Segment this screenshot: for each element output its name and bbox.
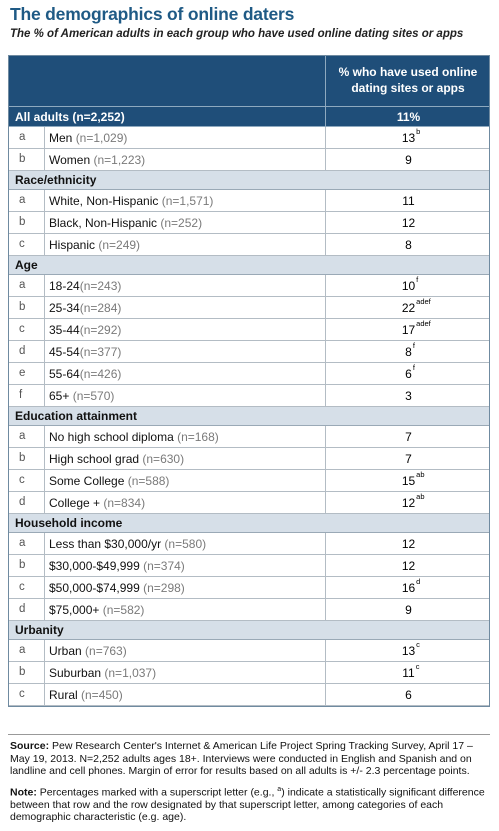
row-label-text: 65+ — [49, 389, 73, 403]
row-value: 8 — [405, 238, 412, 252]
footer-divider — [8, 734, 490, 735]
section-header — [9, 407, 489, 426]
row-label — [49, 345, 121, 359]
section-title: Household income — [15, 516, 123, 530]
table-row — [9, 149, 489, 171]
page-subtitle: The % of American adults in each group who have used online dating sites or apps — [10, 28, 464, 40]
row-value-cell — [325, 684, 491, 705]
section-title: Race/ethnicity — [15, 173, 97, 187]
row-sample-size: (n=284) — [79, 301, 122, 315]
row-sample-size: (n=450) — [81, 688, 123, 702]
significance-superscript: c — [416, 640, 420, 649]
row-label — [49, 279, 121, 293]
row-letter: e — [9, 363, 45, 384]
row-value: 16 — [401, 581, 416, 595]
table-row — [9, 599, 489, 621]
row-value-cell — [325, 149, 491, 170]
row-value-cell — [325, 319, 491, 340]
significance-superscript: d — [416, 577, 421, 586]
table-row — [9, 212, 489, 234]
row-sample-size: (n=252) — [160, 216, 203, 230]
row-sample-size: (n=377) — [79, 345, 122, 359]
section-title: Age — [15, 258, 38, 272]
row-label — [49, 323, 121, 337]
row-value-cell — [325, 212, 491, 233]
page-title: The demographics of online daters — [10, 4, 295, 24]
row-value: 10 — [401, 279, 416, 293]
row-letter: a — [9, 426, 45, 447]
row-label-text: 45-54 — [49, 345, 80, 359]
row-label-text: High school grad — [49, 452, 143, 466]
source-text: Pew Research Center's Internet & American Life Project Spring Tracking Survey, April 17 – May 19, 2013. N=2,252 adults ages 18+. Interviews were conducted in English and Spanish and on landline and cell phones. Margin of error for results based on all adults is +/- 2.3 percentage points. — [10, 740, 473, 777]
row-value: 12 — [401, 537, 416, 551]
table-row — [9, 385, 489, 407]
source-label: Source: — [10, 740, 50, 752]
row-value-cell — [325, 662, 491, 683]
table-row — [9, 275, 489, 297]
row-letter: c — [9, 470, 45, 491]
row-sample-size: (n=426) — [79, 367, 122, 381]
row-letter: d — [9, 492, 45, 513]
table-row — [9, 533, 489, 555]
row-sample-size: (n=588) — [127, 474, 170, 488]
section-header — [9, 621, 489, 640]
table-row — [9, 127, 489, 149]
row-label-text: Black, Non-Hispanic — [49, 216, 161, 230]
row-label-text: Some College — [49, 474, 128, 488]
row-letter: a — [9, 275, 45, 296]
row-value: 6 — [405, 688, 412, 702]
row-label-text: $50,000-$74,999 — [49, 581, 144, 595]
row-value-cell — [325, 385, 491, 406]
row-value: 15 — [401, 474, 416, 488]
row-label — [49, 216, 202, 230]
row-label-text: 55-64 — [49, 367, 80, 381]
row-letter: d — [9, 599, 45, 620]
row-value-cell — [325, 341, 491, 362]
table-row — [9, 341, 489, 363]
table-row — [9, 190, 489, 212]
all-adults-label: All adults (n=2,252) — [15, 110, 125, 124]
row-value-cell — [325, 492, 491, 513]
row-value-cell — [325, 426, 491, 447]
row-label-text: No high school diploma — [49, 430, 178, 444]
source-note — [10, 740, 490, 778]
table-row — [9, 426, 489, 448]
row-sample-size: (n=1,037) — [104, 666, 157, 680]
row-value-cell — [325, 127, 491, 148]
row-letter: f — [9, 385, 45, 406]
row-label — [49, 367, 121, 381]
row-value-cell — [325, 234, 491, 255]
row-label — [49, 559, 185, 573]
row-sample-size: (n=1,571) — [161, 194, 214, 208]
row-letter: b — [9, 662, 45, 683]
row-letter: b — [9, 448, 45, 469]
significance-superscript: f — [412, 363, 415, 372]
section-header — [9, 256, 489, 275]
note-text-1: Percentages marked with a superscript letter (e.g., — [36, 786, 278, 798]
row-value-cell — [325, 275, 491, 296]
row-value: 17 — [401, 323, 416, 337]
row-letter: a — [9, 190, 45, 211]
row-label — [49, 430, 219, 444]
column-header: % who have used online dating sites or apps — [338, 65, 478, 95]
row-value: 3 — [405, 389, 412, 403]
row-letter: b — [9, 297, 45, 318]
table-row — [9, 363, 489, 385]
note-label: Note: — [10, 786, 37, 798]
row-label-text: College + — [49, 496, 104, 510]
table-row — [9, 319, 489, 341]
row-value: 22 — [401, 301, 416, 315]
row-sample-size: (n=834) — [103, 496, 146, 510]
row-value: 7 — [405, 452, 412, 466]
row-value: 11 — [402, 666, 415, 680]
note-sup: a — [277, 785, 282, 793]
table-row — [9, 577, 489, 599]
row-label-text: 35-44 — [49, 323, 80, 337]
table-row — [9, 470, 489, 492]
row-label — [49, 238, 140, 252]
row-letter: c — [9, 577, 45, 598]
row-label — [49, 194, 213, 208]
row-sample-size: (n=763) — [85, 644, 127, 658]
row-label-text: 25-34 — [49, 301, 80, 315]
row-letter: a — [9, 127, 45, 148]
footnotes — [10, 740, 490, 830]
row-value-cell — [325, 448, 491, 469]
row-label — [49, 131, 127, 145]
row-value-cell — [325, 640, 491, 661]
row-letter: b — [9, 555, 45, 576]
row-label — [49, 603, 144, 617]
row-sample-size: (n=580) — [164, 537, 207, 551]
row-label — [49, 581, 185, 595]
section-header — [9, 514, 489, 533]
row-value-cell — [325, 599, 491, 620]
row-label-text: Women — [49, 153, 94, 167]
row-label-text: Hispanic — [49, 238, 99, 252]
row-letter: d — [9, 341, 45, 362]
row-value-cell — [325, 190, 491, 211]
row-value: 6 — [405, 367, 412, 381]
table-body — [9, 127, 489, 706]
row-value: 12 — [401, 216, 416, 230]
row-sample-size: (n=1,029) — [75, 131, 128, 145]
row-sample-size: (n=298) — [143, 581, 185, 595]
row-letter: c — [9, 319, 45, 340]
row-label — [49, 688, 123, 702]
row-sample-size: (n=249) — [98, 238, 141, 252]
row-label — [49, 153, 145, 167]
row-label-text: $30,000-$49,999 — [49, 559, 144, 573]
row-sample-size: (n=582) — [102, 603, 145, 617]
row-letter: a — [9, 533, 45, 554]
row-value: 13 — [401, 644, 416, 658]
row-label-text: Men — [49, 131, 76, 145]
table-header — [9, 56, 489, 107]
table-row — [9, 684, 489, 706]
row-letter: c — [9, 684, 45, 705]
row-value: 11 — [402, 194, 415, 208]
row-label — [49, 644, 127, 658]
row-label — [49, 666, 156, 680]
row-value-cell — [325, 297, 491, 318]
significance-superscript: f — [416, 275, 419, 284]
row-value: 12 — [401, 559, 416, 573]
row-letter: b — [9, 212, 45, 233]
row-sample-size: (n=1,223) — [93, 153, 146, 167]
row-letter: a — [9, 640, 45, 661]
significance-superscript: ab — [416, 492, 425, 501]
row-sample-size: (n=243) — [79, 279, 122, 293]
row-label — [49, 537, 206, 551]
row-sample-size: (n=570) — [72, 389, 115, 403]
significance-superscript: f — [412, 341, 415, 350]
row-value: 9 — [405, 603, 412, 617]
section-title: Education attainment — [15, 409, 138, 423]
row-sample-size: (n=292) — [79, 323, 122, 337]
table-row — [9, 555, 489, 577]
all-adults-row — [9, 107, 489, 127]
row-label — [49, 474, 169, 488]
row-value-cell — [325, 470, 491, 491]
row-sample-size: (n=168) — [177, 430, 219, 444]
row-value-cell — [325, 555, 491, 576]
row-value: 13 — [401, 131, 416, 145]
section-title: Urbanity — [15, 623, 64, 637]
row-value: 9 — [405, 153, 412, 167]
row-label-text: 18-24 — [49, 279, 80, 293]
table-row — [9, 297, 489, 319]
significance-superscript: adef — [416, 319, 431, 328]
significance-superscript: ab — [416, 470, 425, 479]
significance-superscript: adef — [416, 297, 431, 306]
row-value-cell — [325, 577, 491, 598]
table-row — [9, 662, 489, 684]
demographics-table — [8, 55, 490, 707]
table-row — [9, 492, 489, 514]
note-text-2: ) indicate a statistically significant difference between that row and the row designated by that superscript letter, among categories of each demographic characteristic (e.g. age). — [10, 786, 485, 823]
row-label — [49, 496, 145, 510]
significance-superscript: c — [415, 662, 420, 671]
row-sample-size: (n=374) — [143, 559, 185, 573]
row-label-text: Less than $30,000/yr — [49, 537, 165, 551]
row-letter: c — [9, 234, 45, 255]
all-adults-value: 11% — [325, 107, 491, 126]
significance-note — [10, 784, 490, 824]
row-value: 7 — [405, 430, 412, 444]
row-value: 8 — [405, 345, 412, 359]
row-value-cell — [325, 363, 491, 384]
row-label — [49, 389, 114, 403]
significance-superscript: b — [416, 127, 421, 136]
row-label — [49, 452, 184, 466]
row-value-cell — [325, 533, 491, 554]
table-row — [9, 448, 489, 470]
row-label — [49, 301, 121, 315]
row-letter: b — [9, 149, 45, 170]
row-label-text: $75,000+ — [49, 603, 103, 617]
row-label-text: White, Non-Hispanic — [49, 194, 162, 208]
row-label-text: Suburban — [49, 666, 105, 680]
row-value: 12 — [401, 496, 416, 510]
table-row — [9, 234, 489, 256]
table-row — [9, 640, 489, 662]
row-label-text: Urban — [49, 644, 86, 658]
row-sample-size: (n=630) — [142, 452, 185, 466]
row-label-text: Rural — [49, 688, 82, 702]
section-header — [9, 171, 489, 190]
